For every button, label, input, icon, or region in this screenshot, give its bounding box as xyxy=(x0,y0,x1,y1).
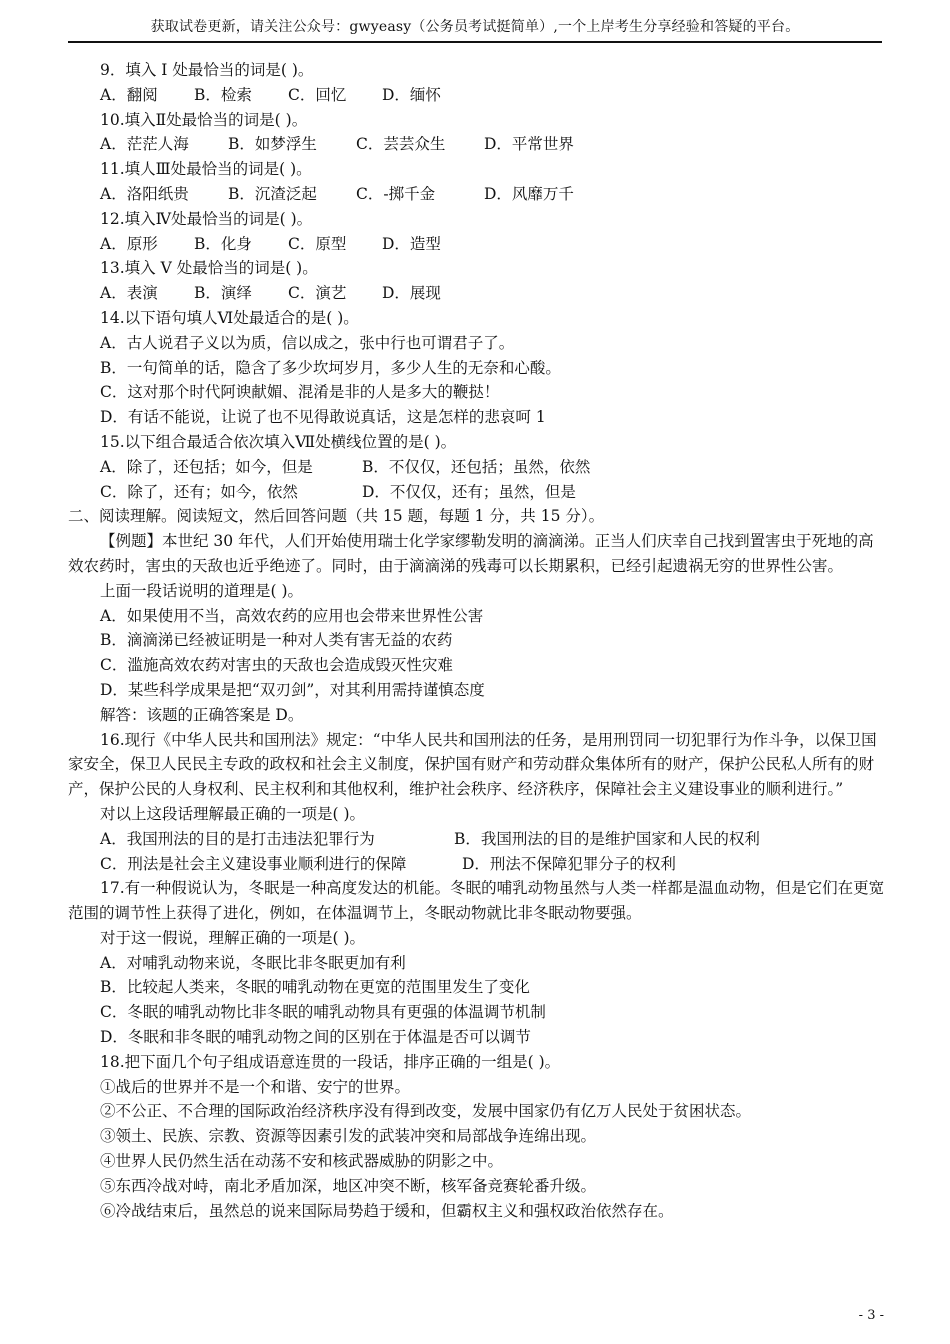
q11-stem: 11.填人Ⅲ处最恰当的词是( )。 xyxy=(100,160,312,179)
q10-options xyxy=(68,132,888,157)
q17-option-a: A．对哺乳动物来说，冬眠比非冬眠更加有利 xyxy=(100,953,406,972)
q11-option-c: C．-掷千金 xyxy=(356,184,436,203)
q17-option-b: B．比较起人类来，冬眠的哺乳动物在更宽的范围里发生了变化 xyxy=(100,978,530,997)
q18-sentence-1: ①战后的世界并不是一个和谐、安宁的世界。 xyxy=(100,1077,411,1096)
q11-option-b: B．沉渣泛起 xyxy=(228,184,317,203)
q12-option-d: D．造型 xyxy=(382,234,441,253)
example-answer: 解答：该题的正确答案是 D。 xyxy=(100,705,304,724)
q12-option-a: A．原形 xyxy=(100,234,158,253)
q10-option-b: B．如梦浮生 xyxy=(228,135,317,154)
q12-options xyxy=(68,232,888,257)
q9-options xyxy=(68,83,888,108)
q9-option-a: A．翻阅 xyxy=(100,85,158,104)
q18-sentence-5: ⑤东西冷战对峙，南北矛盾加深，地区冲突不断，核军备竞赛轮番升级。 xyxy=(100,1176,597,1195)
q16-option-c: C．刑法是社会主义建设事业顺利进行的保障 xyxy=(100,854,407,873)
q17-passage: 17.有一种假说认为，冬眠是一种高度发达的机能。冬眠的哺乳动物虽然与人类一样都是温血动物，但是它们在更宽范围的调节性上获得了进化，例如，在体温调节上，冬眠动物就比非冬眠动物要强。 xyxy=(68,879,885,923)
page-header xyxy=(0,16,950,36)
example-question: 上面一段话说明的道理是( )。 xyxy=(100,581,304,600)
q9-option-c: C．回忆 xyxy=(288,85,347,104)
q10-option-d: D．平常世界 xyxy=(484,135,574,154)
example-option-c: C．滥施高效农药对害虫的天敌也会造成毁灭性灾难 xyxy=(100,656,453,675)
q15-option-d: D．不仅仅，还有；虽然，但是 xyxy=(362,482,576,501)
q13-option-a: A．表演 xyxy=(100,284,158,303)
q16-options-row2 xyxy=(68,852,888,877)
q14-option-c: C．这对那个时代阿谀献媚、混淆是非的人是多大的鞭挞！ xyxy=(100,383,500,402)
q17-option-d: D．冬眠和非冬眠的哺乳动物之间的区别在于体温是否可以调节 xyxy=(100,1028,531,1047)
q16-option-d: D．刑法不保障犯罪分子的权利 xyxy=(462,854,676,873)
q18-sentence-4: ④世界人民仍然生活在动荡不安和核武器威胁的阴影之中。 xyxy=(100,1152,504,1171)
q17-option-c: C．冬眠的哺乳动物比非冬眠的哺乳动物具有更强的体温调节机制 xyxy=(100,1003,546,1022)
q16-option-b: B．我国刑法的目的是维护国家和人民的权利 xyxy=(454,829,760,848)
q9-option-b: B．检索 xyxy=(194,85,252,104)
q13-option-b: B．演绎 xyxy=(194,284,252,303)
q14-option-b: B．一句简单的话，隐含了多少坎坷岁月，多少人生的无奈和心酸。 xyxy=(100,358,561,377)
q12-stem: 12.填入Ⅳ处最恰当的词是( )。 xyxy=(100,209,313,228)
example-option-b: B．滴滴涕已经被证明是一种对人类有害无益的农药 xyxy=(100,631,453,650)
q17-question: 对于这一假说，理解正确的一项是( )。 xyxy=(100,928,366,947)
q15-options-row2 xyxy=(68,480,888,505)
section-heading: 二、阅读理解。阅读短文，然后回答问题（共 15 题，每题 1 分，共 15 分）。 xyxy=(68,507,605,526)
q18-sentence-2: ②不公正、不合理的国际政治经济秩序没有得到改变，发展中国家仍有亿万人民处于贫困状态。 xyxy=(100,1102,752,1121)
q10-option-c: C．芸芸众生 xyxy=(356,135,446,154)
q11-option-d: D．风靡万千 xyxy=(484,184,574,203)
header-notice: 获取试卷更新，请关注公众号：gwyeasy（公务员考试挺简单）,一个上岸考生分享经验和答疑的平台。 xyxy=(150,19,800,35)
q14-option-a: A．古人说君子义以为质，信以成之，张中行也可谓君子了。 xyxy=(100,333,515,352)
q16-option-a: A．我国刑法的目的是打击违法犯罪行为 xyxy=(100,829,375,848)
q16-passage: 16.现行《中华人民共和国刑法》规定：“中华人民共和国刑法的任务，是用刑罚同一切犯罪行为作斗争，以保卫国家安全，保卫人民民主专政的政权和社会主义制度，保护国有财产和劳动群众集体所有的财产，保护公民私人所有的财产，保护公民的人身权利、民主权利和其他权利，维护社会秩序、经济秩序，保障社会主义建设事业的顺利进行。” xyxy=(68,730,877,799)
q13-options xyxy=(68,281,888,306)
q12-option-c: C．原型 xyxy=(288,234,347,253)
q12-option-b: B．化身 xyxy=(194,234,252,253)
q18-sentence-3: ③领土、民族、宗教、资源等因素引发的武装冲突和局部战争连绵出现。 xyxy=(100,1127,597,1146)
q15-option-b: B．不仅仅，还包括；虽然，依然 xyxy=(362,457,591,476)
page-number: - 3 - xyxy=(858,1308,884,1323)
q9-stem: 9．填入 I 处最恰当的词是( )。 xyxy=(100,61,314,79)
q13-option-c: C．演艺 xyxy=(288,284,347,303)
q15-stem: 15.以下组合最适合依次填入Ⅶ处横线位置的是( )。 xyxy=(100,432,457,451)
example-option-a: A．如果使用不当，高效农药的应用也会带来世界性公害 xyxy=(100,606,484,625)
q9-option-d: D．缅怀 xyxy=(382,85,441,104)
q18-stem: 18.把下面几个句子组成语意连贯的一段话，排序正确的一组是( )。 xyxy=(100,1052,561,1071)
example-passage: 【例题】本世纪 30 年代，人们开始使用瑞士化学家缪勒发明的滴滴涕。正当人们庆幸自己找到置害虫于死地的高效农药时，害虫的天敌也近乎绝迹了。同时，由于滴滴涕的残毒可以长期累积，已经引起遗祸无穷的世界性公害。 xyxy=(68,532,874,575)
q11-options xyxy=(68,182,888,207)
q18-sentence-6: ⑥冷战结束后，虽然总的说来国际局势趋于缓和，但霸权主义和强权政治依然存在。 xyxy=(100,1201,674,1220)
q15-options-row1 xyxy=(68,455,888,480)
example-option-d: D．某些科学成果是把“双刃剑”，对其利用需持谨慎态度 xyxy=(100,680,485,699)
q16-options-row1 xyxy=(68,827,888,852)
q13-stem: 13.填入 V 处最恰当的词是( )。 xyxy=(100,259,318,278)
q14-stem: 14.以下语句填人Ⅵ处最适合的是( )。 xyxy=(100,308,359,327)
q14-option-d: D．有话不能说，让说了也不见得敢说真话，这是怎样的悲哀呵 1 xyxy=(100,408,546,427)
q16-question: 对以上这段话理解最正确的一项是( )。 xyxy=(100,804,366,823)
q13-option-d: D．展现 xyxy=(382,284,441,303)
q10-stem: 10.填入Ⅱ处最恰当的词是( )。 xyxy=(100,110,308,129)
q11-option-a: A．洛阳纸贵 xyxy=(100,184,189,203)
document-body xyxy=(68,58,888,1223)
header-divider xyxy=(68,41,882,43)
q15-option-a: A．除了，还包括；如今，但是 xyxy=(100,457,313,476)
q15-option-c: C．除了，还有；如今，依然 xyxy=(100,482,298,501)
q10-option-a: A．茫茫人海 xyxy=(100,135,189,154)
